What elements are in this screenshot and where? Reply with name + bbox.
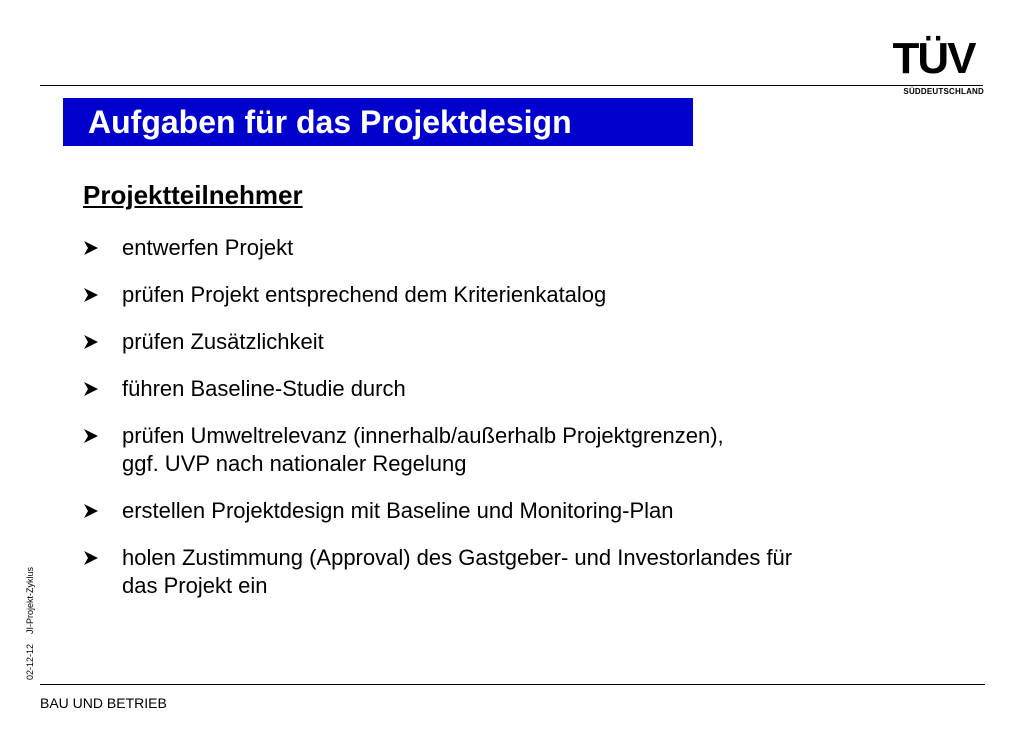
list-item xyxy=(83,281,963,309)
arrowhead-bullet-icon xyxy=(83,287,99,303)
side-label xyxy=(25,567,35,680)
arrowhead-bullet-icon xyxy=(83,334,99,350)
list-item xyxy=(83,497,963,525)
list-item xyxy=(83,234,963,262)
list-item xyxy=(83,422,963,478)
arrowhead-bullet-icon xyxy=(83,381,99,397)
bullet-text: prüfen Zusätzlichkeit xyxy=(122,329,324,354)
list-item xyxy=(83,544,963,600)
bullet-text: prüfen Umweltrelevanz (innerhalb/außerhalb Projektgrenzen), xyxy=(122,423,724,448)
section-heading: Projektteilnehmer xyxy=(83,180,303,210)
arrowhead-bullet-icon xyxy=(83,550,99,566)
list-item xyxy=(83,328,963,356)
arrowhead-bullet-icon xyxy=(83,428,99,444)
header-divider xyxy=(40,85,983,86)
arrowhead-bullet-icon xyxy=(83,240,99,256)
side-filename: JI-Projekt-Zyklus xyxy=(25,566,35,634)
bullet-text: entwerfen Projekt xyxy=(122,235,294,260)
footer-divider xyxy=(40,684,985,685)
bullet-text: führen Baseline-Studie durch xyxy=(122,376,406,401)
footer-label: BAU UND BETRIEB xyxy=(40,695,167,711)
list-item xyxy=(83,375,963,403)
page-title: Aufgaben für das Projektdesign xyxy=(88,104,572,140)
bullet-text-continuation: das Projekt ein xyxy=(122,573,268,598)
bullet-text: erstellen Projektdesign mit Baseline und Monitoring-Plan xyxy=(122,498,674,523)
arrowhead-bullet-icon xyxy=(83,503,99,519)
bullet-list xyxy=(83,234,963,619)
logo-wordmark: TÜV xyxy=(892,34,975,83)
bullet-text: prüfen Projekt entsprechend dem Kriterienkatalog xyxy=(122,282,607,307)
logo-subtitle: SÜDDEUTSCHLAND xyxy=(903,87,984,96)
bullet-text-continuation: ggf. UVP nach nationaler Regelung xyxy=(122,451,467,476)
tuv-logo xyxy=(883,36,984,98)
bullet-text: holen Zustimmung (Approval) des Gastgeber- und Investorlandes für xyxy=(122,545,793,570)
side-date: 02-12-12 xyxy=(25,643,35,680)
title-bar xyxy=(63,98,693,146)
